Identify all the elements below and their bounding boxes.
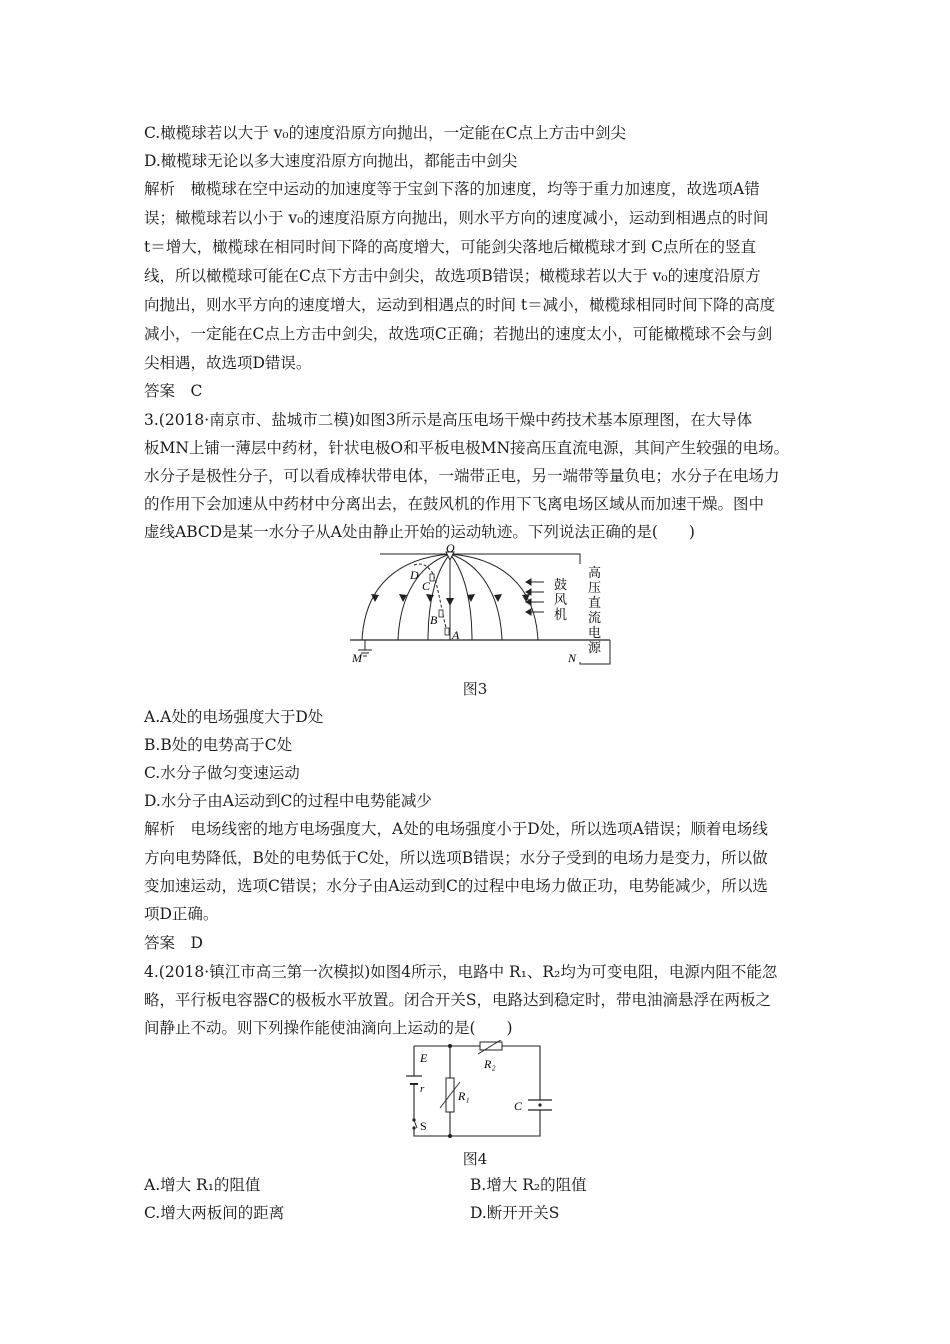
junction-dot — [448, 1044, 452, 1048]
q2-analysis-line: t＝增大，橄榄球在相同时间下降的高度增大，可能剑尖落地后橄榄球才到 C点所在的竖直 — [144, 238, 757, 256]
q2-option-c: C.橄榄球若以大于 v₀的速度沿原方向抛出，一定能在C点上方击中剑尖 — [144, 124, 626, 142]
q2-analysis-line: 解析 橄榄球在空中运动的加速度等于宝剑下落的加速度，均等于重力加速度，故选项A错 — [144, 180, 760, 198]
q4-stem-line: 4.(2018·镇江市高三第一次模拟)如图4所示，电路中 R₁、R₂均为可变电阻，电源内阻不能忽 — [144, 963, 778, 981]
fan-label-char: 机 — [554, 607, 568, 622]
q3-analysis-line: 项D正确。 — [144, 905, 219, 923]
label-r1: R₁ — [458, 1089, 470, 1103]
q2-analysis-line: 向抛出，则水平方向的速度增大，运动到相遇点的时间 t＝减小，橄榄球相同时间下降的高度 — [144, 296, 776, 314]
q3-analysis-line: 解析 电场线密的地方电场强度大，A处的电场强度小于D处，所以选项A错误；顺着电场线 — [144, 820, 768, 838]
q2-analysis-line: 线，所以橄榄球可能在C点下方击中剑尖，故选项B错误；橄榄球若以大于 v₀的速度沿原方 — [144, 267, 761, 285]
q2-analysis-line: 尖相遇，故选项D错误。 — [144, 354, 312, 372]
q2-answer: 答案 C — [144, 382, 203, 400]
field-lines — [362, 554, 538, 640]
label-o: O — [446, 544, 455, 555]
label-e: E — [420, 1051, 428, 1065]
figure-3-diagram — [340, 544, 630, 668]
molecule-at-a — [445, 628, 449, 635]
label-m: M — [352, 651, 362, 665]
figure-3-caption: 图3 — [462, 680, 488, 698]
q3-option-a: A.A处的电场强度大于D处 — [144, 708, 324, 726]
q3-option-d: D.水分子由A运动到C的过程中电势能减少 — [144, 792, 432, 810]
power-label-char: 源 — [588, 640, 602, 655]
label-n: N — [568, 651, 577, 665]
q3-stem-line: 虚线ABCD是某一水分子从A处由静止开始的运动轨迹。下列说法正确的是( ) — [144, 523, 695, 541]
power-label-char: 高 — [588, 565, 602, 580]
q3-stem-line: 3.(2018·南京市、盐城市二模)如图3所示是高压电场干燥中药技术基本原理图，在大导体 — [144, 411, 753, 429]
power-label-char: 电 — [588, 625, 602, 640]
label-r2: R₂ — [484, 1057, 496, 1071]
switch-contact — [412, 1126, 415, 1129]
fan-label-char: 风 — [554, 592, 568, 607]
figure-4-caption: 图4 — [462, 1150, 488, 1168]
label-c: C — [422, 579, 431, 593]
q3-option-c: C.水分子做匀变速运动 — [144, 764, 300, 782]
power-label-char: 流 — [588, 610, 602, 625]
label-s: S — [420, 1119, 427, 1133]
molecule-at-b — [439, 610, 443, 617]
label-d: D — [410, 568, 419, 582]
junction-dot — [448, 1134, 452, 1138]
power-label-char: 直 — [588, 595, 602, 610]
power-label-char: 压 — [588, 580, 602, 595]
q2-analysis-line: 减小，一定能在C点上方击中剑尖，故选项C正确；若抛出的速度太小，可能橄榄球不会与剑 — [144, 325, 773, 343]
q2-analysis-line: 误；橄榄球若以小于 v₀的速度沿原方向抛出，则水平方向的速度减小，运动到相遇点的时间 — [144, 209, 769, 227]
fan-arrows — [526, 579, 544, 615]
q4-stem-line: 略，平行板电容器C的极板水平放置。闭合开关S，电路达到稳定时，带电油滴悬浮在两板之 — [144, 991, 771, 1009]
power-wire-top — [454, 554, 580, 564]
label-r: r — [420, 1083, 425, 1095]
circuit-wires — [414, 1046, 540, 1136]
q3-analysis-line: 变加速运动，选项C错误；水分子由A运动到C的过程中电场力做正功，电势能减少，所以选 — [144, 877, 768, 895]
q2-option-d: D.橄榄球无论以多大速度沿原方向抛出，都能击中剑尖 — [144, 152, 518, 170]
q4-option-b: B.增大 R₂的阻值 — [470, 1176, 587, 1194]
q3-stem-line: 水分子是极性分子，可以看成棒状带电体，一端带正电，另一端带等量负电；水分子在电场力 — [144, 467, 780, 485]
fan-label-char: 鼓 — [554, 577, 568, 592]
oil-droplet — [538, 1103, 541, 1106]
q3-analysis-line: 方向电势降低，B处的电势低于C处，所以选项B错误；水分子受到的电场力是变力，所以做 — [144, 849, 768, 867]
q3-option-b: B.B处的电势高于C处 — [144, 736, 293, 754]
q4-option-c: C.增大两板间的距离 — [144, 1204, 285, 1222]
q4-option-d: D.断开开关S — [470, 1204, 560, 1222]
q3-stem-line: 的作用下会加速从中药材中分离出去，在鼓风机的作用下飞离电场区域从而加速干燥。图中 — [144, 495, 765, 513]
q3-answer: 答案 D — [144, 934, 203, 952]
label-b: B — [430, 613, 438, 627]
label-c-capacitor: C — [514, 1099, 523, 1113]
molecule-at-c — [430, 574, 434, 581]
q4-stem-line: 间静止不动。则下列操作能使油滴向上运动的是( ) — [144, 1019, 513, 1037]
figure-4-circuit — [400, 1040, 560, 1140]
q3-stem-line: 板MN上铺一薄层中药材，针状电极O和平板电极MN接高压直流电源，其间产生较强的电场。 — [144, 439, 790, 457]
label-a: A — [452, 628, 460, 642]
q4-option-a: A.增大 R₁的阻值 — [144, 1176, 261, 1194]
